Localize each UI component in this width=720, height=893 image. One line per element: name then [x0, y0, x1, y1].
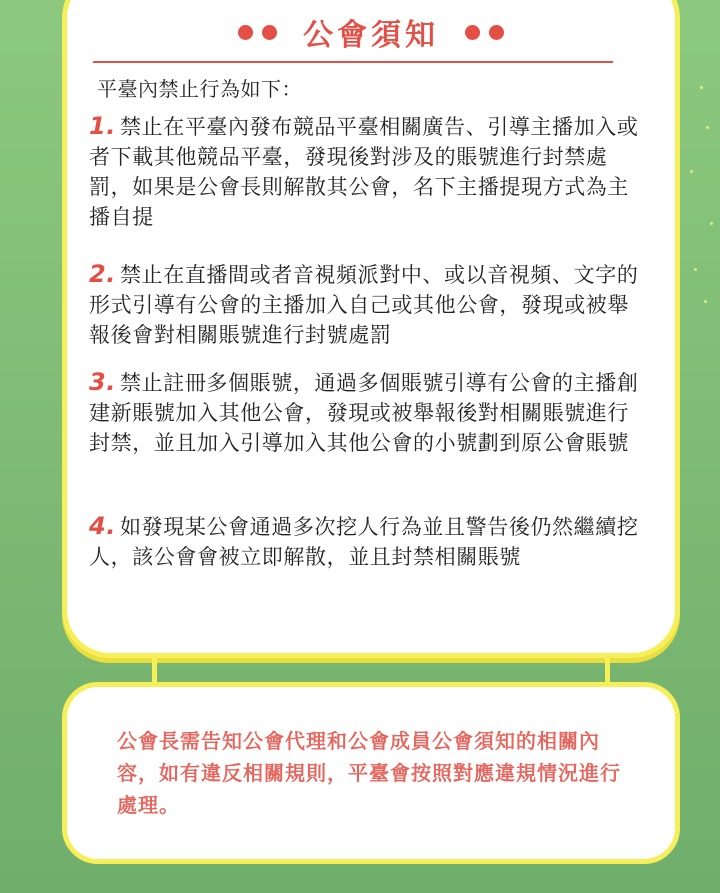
dot-decoration [262, 25, 277, 40]
sparkle-decoration [694, 268, 697, 271]
rule-number: 1. [89, 112, 117, 140]
rule-item [89, 367, 649, 458]
rule-item [89, 259, 649, 350]
rule-number: 3. [89, 368, 117, 396]
rule-item [89, 511, 649, 572]
dot-decoration [489, 25, 504, 40]
sparkle-decoration [690, 170, 693, 173]
title-dots-left [238, 25, 277, 40]
rule-item [89, 111, 649, 232]
title-row [67, 11, 675, 53]
sparkle-decoration [704, 300, 707, 303]
rule-number: 2. [89, 260, 117, 288]
title-divider [93, 61, 613, 63]
rule-text: 禁止在直播間或者音視頻派對中、或以音視頻、文字的形式引導有公會的主播加入自己或其他公會，發現或被舉報後會對相關賬號進行封號處罰 [89, 263, 639, 347]
note-card [62, 682, 680, 864]
sparkle-decoration [706, 126, 709, 129]
sparkle-decoration [700, 86, 703, 89]
card-connector [605, 655, 610, 685]
rules-intro: 平臺內禁止行為如下： [97, 77, 302, 101]
page-title: 公會須知 [303, 18, 439, 53]
title-dots-right [465, 25, 504, 40]
dot-decoration [238, 25, 253, 40]
rule-text: 如發現某公會通過多次挖人行為並且警告後仍然繼續挖人，該公會會被立即解散，並且封禁相關賬號 [89, 515, 639, 569]
sparkle-decoration [710, 222, 713, 225]
rule-text: 禁止在平臺內發布競品平臺相關廣告、引導主播加入或者下載其他競品平臺，發現後對涉及的賬號進行封禁處罰，如果是公會長則解散其公會，名下主播提現方式為主播自提 [89, 115, 639, 229]
rule-text: 禁止註冊多個賬號，通過多個賬號引導有公會的主播創建新賬號加入其他公會，發現或被舉報後對相關賬號進行封禁，並且加入引導加入其他公會的小號劃到原公會賬號 [89, 371, 639, 455]
rule-number: 4. [89, 512, 117, 540]
note-text: 公會長需告知公會代理和公會成員公會須知的相關內容，如有違反相關規則，平臺會按照對應違規情況進行處理。 [117, 729, 621, 817]
card-connector [152, 655, 157, 685]
rules-card [62, 0, 680, 658]
dot-decoration [465, 25, 480, 40]
